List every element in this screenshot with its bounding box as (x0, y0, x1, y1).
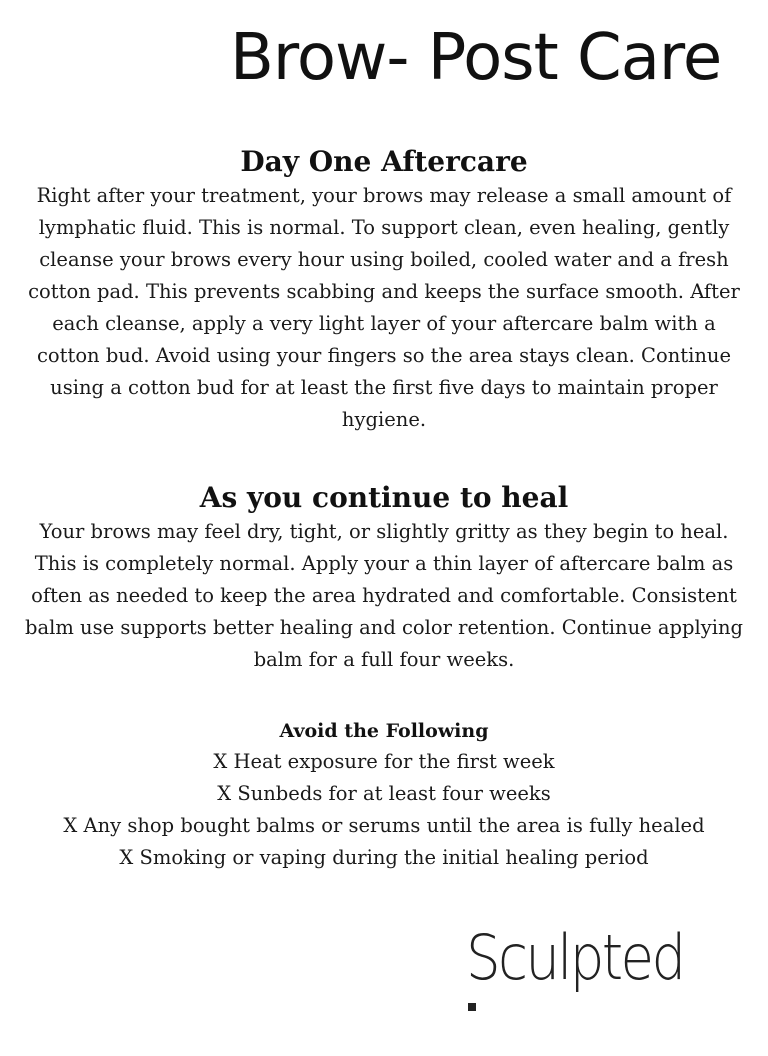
sculpted-logo (466, 918, 706, 1008)
day-one-section (24, 144, 744, 436)
avoid-section (24, 716, 744, 874)
logo-text: Sculpted (466, 921, 684, 994)
continue-heal-body: Your brows may feel dry, tight, or slightly gritty as they begin to heal. This is completely normal. Apply your a thin layer of aftercare balm as often as needed to keep the area hydrated and comfortable. Consistent balm use supports better healing and color retention. Continue applying balm for a full four weeks. (24, 520, 744, 671)
logo-dot-icon (468, 1003, 476, 1011)
avoid-item: X Any shop bought balms or serums until the area is fully healed (63, 814, 705, 837)
avoid-item: X Heat exposure for the first week (213, 750, 555, 773)
avoid-heading: Avoid the Following (279, 720, 489, 742)
avoid-list (24, 746, 744, 874)
day-one-heading: Day One Aftercare (240, 145, 528, 178)
avoid-item: X Smoking or vaping during the initial healing period (119, 846, 649, 869)
day-one-body: Right after your treatment, your brows may release a small amount of lymphatic fluid. This is normal. To support clean, even healing, gently cleanse your brows every hour using boiled, cooled water and a fresh cotton pad. This prevents scabbing and keeps the surface smooth. After each cleanse, apply a very light layer of your aftercare balm with a cotton bud. Avoid using your fingers so the area stays clean. Continue using a cotton bud for at least the first five days to maintain proper hygiene. (28, 184, 740, 431)
page-title: Brow- Post Care (230, 21, 722, 95)
continue-heal-heading: As you continue to heal (199, 481, 569, 514)
continue-heal-section (24, 480, 744, 676)
avoid-item: X Sunbeds for at least four weeks (217, 782, 551, 805)
